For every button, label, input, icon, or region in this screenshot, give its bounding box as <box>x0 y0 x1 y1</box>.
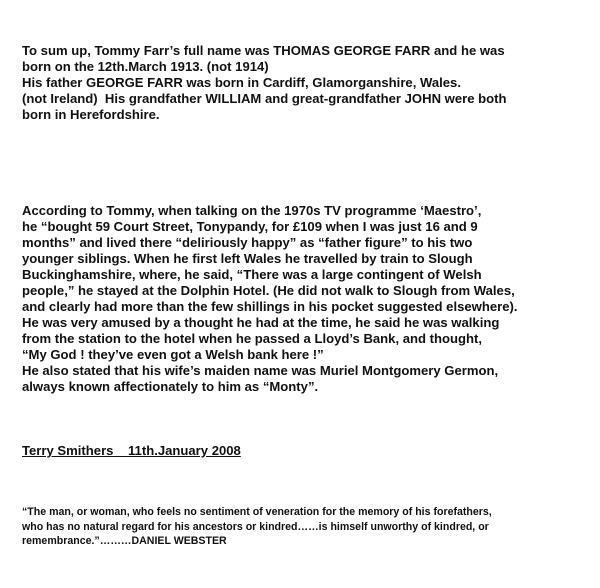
anecdote-paragraph <box>22 171 592 427</box>
text-line: always known affectionately to him as “Monty”. <box>22 379 319 394</box>
text-line: He also stated that his wife’s maiden name was Muriel Montgomery Germon, <box>22 363 499 378</box>
quote-line: remembrance.”………DANIEL WEBSTER <box>22 535 227 547</box>
text-line: people,” he stayed at the Dolphin Hotel. (He did not walk to Slough from Wales, <box>22 283 515 298</box>
text-line: he “bought 59 Court Street, Tonypandy, for £109 when I was just 16 and 9 <box>22 219 478 234</box>
text-line: “My God ! they’ve even got a Welsh bank here !” <box>22 347 324 362</box>
text-line: months” and lived there “deliriously happy” as “father figure” to his two <box>22 235 473 250</box>
text-line: According to Tommy, when talking on the 1970s TV programme ‘Maestro’, <box>22 203 482 218</box>
text-line: born in Herefordshire. <box>22 107 160 122</box>
closing-quote <box>22 476 592 578</box>
text-line: Buckinghamshire, where, he said, “There was a large contingent of Welsh <box>22 267 482 282</box>
text-line: To sum up, Tommy Farr’s full name was THOMAS GEORGE FARR and he was <box>22 43 505 58</box>
author-signoff: Terry Smithers 11th.January 2008 <box>22 443 241 458</box>
text-line: younger siblings. When he first left Wales he travelled by train to Slough <box>22 251 473 266</box>
summary-paragraph <box>22 11 592 155</box>
paragraph-spacer <box>22 155 592 171</box>
text-line: (not Ireland) His grandfather WILLIAM and great-grandfather JOHN were both <box>22 91 507 106</box>
document-page <box>22 11 592 588</box>
quote-line: who has no natural regard for his ancestors or kindred……is himself unworthy of kindred, or <box>22 520 489 533</box>
text-line: He was very amused by a thought he had at the time, he said he was walking <box>22 315 500 330</box>
quote-line: “The man, or woman, who feels no sentiment of veneration for the memory of his forefathers, <box>22 506 492 518</box>
text-line: from the station to the hotel when he passed a Lloyd’s Bank, and thought, <box>22 331 483 346</box>
text-line: and clearly had more than the few shillings in his pocket suggested elsewhere). <box>22 299 518 314</box>
text-line: born on the 12th.March 1913. (not 1914) <box>22 59 269 74</box>
text-line: His father GEORGE FARR was born in Cardiff, Glamorganshire, Wales. <box>22 75 461 90</box>
